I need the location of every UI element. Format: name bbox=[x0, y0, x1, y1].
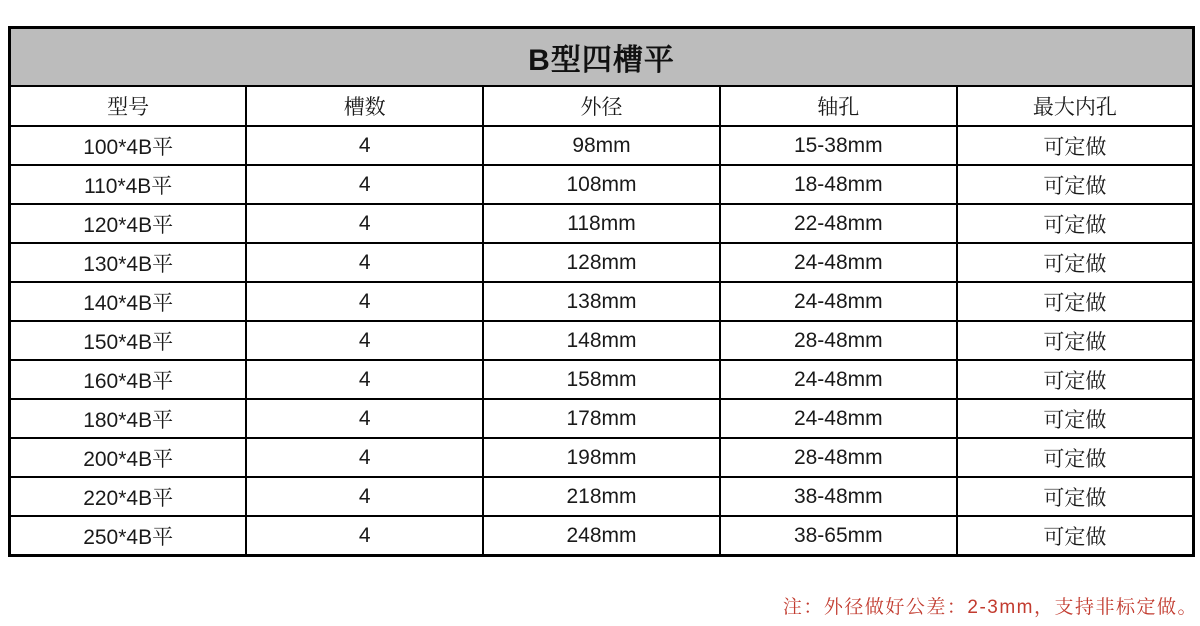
table-cell: 100*4B平 bbox=[10, 126, 247, 165]
table-row bbox=[10, 321, 1194, 360]
table-cell: 218mm bbox=[483, 477, 720, 516]
table-head bbox=[10, 28, 1194, 127]
table-cell: 250*4B平 bbox=[10, 516, 247, 556]
table-cell: 可定做 bbox=[957, 165, 1194, 204]
table-cell: 24-48mm bbox=[720, 360, 957, 399]
table-row bbox=[10, 360, 1194, 399]
table-cell: 可定做 bbox=[957, 126, 1194, 165]
table-cell: 158mm bbox=[483, 360, 720, 399]
table-cell: 118mm bbox=[483, 204, 720, 243]
table-cell: 38-48mm bbox=[720, 477, 957, 516]
table-cell: 220*4B平 bbox=[10, 477, 247, 516]
table-cell: 4 bbox=[246, 204, 483, 243]
table-cell: 4 bbox=[246, 282, 483, 321]
table-cell: 4 bbox=[246, 321, 483, 360]
table-row bbox=[10, 282, 1194, 321]
table-cell: 4 bbox=[246, 516, 483, 556]
table-cell: 138mm bbox=[483, 282, 720, 321]
table-cell: 178mm bbox=[483, 399, 720, 438]
table-row bbox=[10, 126, 1194, 165]
table-cell: 24-48mm bbox=[720, 282, 957, 321]
table-cell: 24-48mm bbox=[720, 243, 957, 282]
table-cell: 120*4B平 bbox=[10, 204, 247, 243]
table-cell: 38-65mm bbox=[720, 516, 957, 556]
table-cell: 200*4B平 bbox=[10, 438, 247, 477]
table-cell: 4 bbox=[246, 165, 483, 204]
table-row bbox=[10, 204, 1194, 243]
table-cell: 可定做 bbox=[957, 282, 1194, 321]
table-cell: 4 bbox=[246, 360, 483, 399]
table-cell: 可定做 bbox=[957, 243, 1194, 282]
table-cell: 24-48mm bbox=[720, 399, 957, 438]
table-row bbox=[10, 516, 1194, 556]
table-cell: 110*4B平 bbox=[10, 165, 247, 204]
table-cell: 可定做 bbox=[957, 516, 1194, 556]
table-cell: 可定做 bbox=[957, 321, 1194, 360]
column-header: 型号 bbox=[10, 86, 247, 126]
table-title: B型四槽平 bbox=[10, 28, 1194, 87]
table-cell: 128mm bbox=[483, 243, 720, 282]
table-cell: 180*4B平 bbox=[10, 399, 247, 438]
table-cell: 可定做 bbox=[957, 360, 1194, 399]
table-cell: 28-48mm bbox=[720, 438, 957, 477]
table-title-row bbox=[10, 28, 1194, 87]
table-cell: 可定做 bbox=[957, 204, 1194, 243]
column-header: 最大内孔 bbox=[957, 86, 1194, 126]
table-cell: 可定做 bbox=[957, 438, 1194, 477]
table-cell: 160*4B平 bbox=[10, 360, 247, 399]
table-cell: 150*4B平 bbox=[10, 321, 247, 360]
table-row bbox=[10, 438, 1194, 477]
table-cell: 22-48mm bbox=[720, 204, 957, 243]
table-cell: 140*4B平 bbox=[10, 282, 247, 321]
table-cell: 28-48mm bbox=[720, 321, 957, 360]
table-cell: 248mm bbox=[483, 516, 720, 556]
table-cell: 18-48mm bbox=[720, 165, 957, 204]
table-cell: 4 bbox=[246, 243, 483, 282]
table-row bbox=[10, 477, 1194, 516]
table-cell: 可定做 bbox=[957, 477, 1194, 516]
column-header-row bbox=[10, 86, 1194, 126]
table-cell: 4 bbox=[246, 399, 483, 438]
table-cell: 108mm bbox=[483, 165, 720, 204]
table-cell: 4 bbox=[246, 438, 483, 477]
column-header: 槽数 bbox=[246, 86, 483, 126]
column-header: 外径 bbox=[483, 86, 720, 126]
table-cell: 15-38mm bbox=[720, 126, 957, 165]
table-row bbox=[10, 399, 1194, 438]
table-cell: 4 bbox=[246, 477, 483, 516]
table-cell: 148mm bbox=[483, 321, 720, 360]
product-spec-table bbox=[8, 26, 1195, 557]
table-cell: 4 bbox=[246, 126, 483, 165]
table-cell: 198mm bbox=[483, 438, 720, 477]
column-header: 轴孔 bbox=[720, 86, 957, 126]
table-row bbox=[10, 243, 1194, 282]
tolerance-note: 注：外径做好公差：2-3mm，支持非标定做。 bbox=[782, 597, 1198, 618]
table-body bbox=[10, 126, 1194, 556]
table-cell: 98mm bbox=[483, 126, 720, 165]
table-cell: 130*4B平 bbox=[10, 243, 247, 282]
table-row bbox=[10, 165, 1194, 204]
table-cell: 可定做 bbox=[957, 399, 1194, 438]
